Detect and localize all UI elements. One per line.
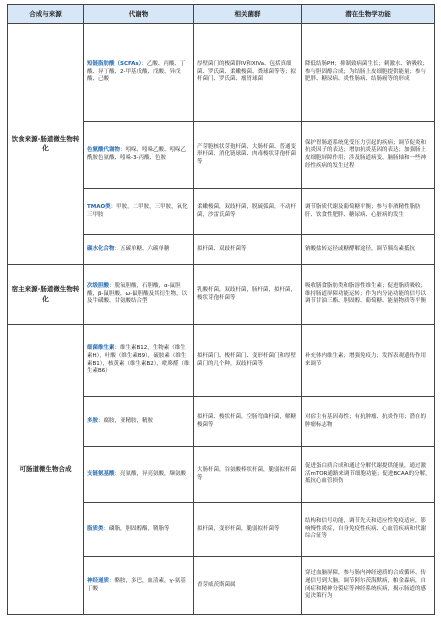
bacteria-cell: 柔嫩梭菌，双歧杆菌，脱硫弧菌，不动杆菌，沙雷氏菌等 (194, 189, 302, 235)
function-cell: 补充体内维生素；增强免疫力；发挥表观遗传作用来调节 (302, 325, 435, 397)
function-cell: 调节脂质代谢及葡萄糖平衡；参与非酒精性脂肪肝、饮食性肥胖、糖尿病、心脏病的发生 (302, 189, 435, 235)
metabolite-cell (84, 122, 194, 189)
bacteria-cell: 拟杆菌门、梭杆菌门、变形杆菌门和厚壁菌门的几个种，双歧杆菌等 (194, 325, 302, 397)
metabolite-name: 多胺 (87, 417, 99, 424)
category-cell: 饮食来源-肠道微生物转化 (8, 24, 84, 265)
bacteria-cell: 乳酸杆菌，双歧杆菌，肠杆菌，拟杆菌，梭状芽孢杆菌等 (194, 265, 302, 325)
table-row (8, 24, 435, 122)
metabolite-detail: ：亮氨酸，异亮氨酸，缬氨酸 (114, 470, 187, 477)
function-cell: 降低结肠PH；抑制致病菌生长；刺激水、钠吸收；参与胆固醇合成；为结肠上皮细胞提供能量；参与肥胖、糖尿病、炎性肠病、结肠癌等的形成 (302, 24, 435, 122)
bacteria-cell: 产芽胞核状芽孢杆菌、大肠杆菌、普通变形杆菌、消化链球菌、肉毒梭状芽孢杆菌等 (194, 122, 302, 189)
metabolite-cell (84, 265, 194, 325)
bacteria-cell: 香芽威茨斯菌属 (194, 557, 302, 615)
bacteria-cell: 拟杆菌，变形杆菌，脆弱拟杆菌等 (194, 503, 302, 557)
bacteria-cell: 拟杆菌、双歧杆菌等 (194, 235, 302, 265)
metabolite-name: 细菌维生素 (87, 345, 115, 352)
metabolite-cell (84, 24, 194, 122)
header-source: 合成与来源 (8, 5, 84, 24)
metabolite-detail: ：维生素B12，生物素（维生素H），叶酸（维生素B9），硫胺素（维生素B1），核黄素（维生素B2），吡哆醛（维生素B6） (87, 345, 190, 375)
metabolite-detail: ：磷脂，胆固醇酯，鞘脂等 (103, 525, 170, 532)
metabolite-cell (84, 397, 194, 447)
table-row (8, 265, 435, 325)
function-cell: 吸收膳食脂肪类和脂溶性维生素；促进脂质吸收；维持肠道屏障功能运转；作为内分泌功能的信号以调节甘油三酯、胆固醇、葡萄糖、能量物质等平衡 (302, 265, 435, 325)
table-row (8, 325, 435, 397)
function-cell: 结构和信号功能，调节先天和适应性免疫适应，影响慢性炎症，自身免疫性疾病、心血管疾病和代谢综合征等 (302, 503, 435, 557)
metabolite-detail: ：脱氧胆酸，石胆酸，α-鼠胆酸，β-鼠胆酸，ω-鼠胆酸及其衍生物，以及牛磺酸、甘氨酸结合型 (87, 283, 188, 305)
bacteria-cell: 厚壁菌门的梭菌群IV和XIVa、包括真细菌、罗氏菌、柔嫩梭菌、粪球菌等等；拟杆菌门、罗氏菌、瘤胃球菌 (194, 24, 302, 122)
metabolite-cell (84, 447, 194, 503)
metabolite-table (7, 4, 435, 615)
function-cell: 对宿主有基因毒性；有抗肿瘤、抗炎作用；潜在的肿瘤标志物 (302, 397, 435, 447)
metabolite-name: 色氨酸代谢物 (87, 147, 121, 154)
page (0, 4, 441, 626)
metabolite-cell (84, 325, 194, 397)
header-metabolite: 代谢物 (84, 5, 194, 24)
table-header-row (8, 5, 435, 24)
metabolite-cell (84, 503, 194, 557)
metabolite-name: 神经递质 (87, 577, 110, 584)
metabolite-detail: ：腐胺，亚精胺，精胺 (98, 417, 154, 424)
metabolite-cell (84, 235, 194, 265)
metabolite-cell (84, 557, 194, 615)
function-cell: 保护胃肠道系统免受压力引起的疾病；调节促炎和抗炎因子的表达；增加抗炎基因的表达；加强肠上皮细胞屏障作用；涉及肠道病变、脑肠轴和一些神经性疾病的发生过程 (302, 122, 435, 189)
metabolite-name: 碳水化合物 (87, 245, 115, 252)
metabolite-name: 脂质类 (87, 525, 104, 532)
metabolite-name: 短链脂肪酸（SCFAs） (87, 61, 142, 68)
metabolite-name: 支链氨基酸 (87, 470, 115, 477)
metabolite-name: 次级胆酸 (87, 283, 110, 290)
metabolite-detail: ：酪胺，多巴，血清素，γ-氨基丁酸 (87, 577, 186, 592)
bacteria-cell: 拟杆菌、梭状杆菌，空肠弯曲杆菌，解糖梭菌等 (194, 397, 302, 447)
header-function: 潜在生物学功能 (302, 5, 435, 24)
metabolite-detail: ：吲哚、吲哚乙酸、吲哚乙酰胺色氨酸、吲哚-3-丙酸、色胺 (87, 147, 187, 161)
function-cell: 穿过血脑屏障，参与肠内神经递质的合成循环、传递信号到大脑，调节阿尔茨海默病，帕金森病，自闭症和精神分裂症等神经系统疾病，揭示肠道的感觉决策行为 (302, 557, 435, 615)
bacteria-cell: 大肠杆菌，谷氨酸棒状杆菌，脆弱拟杆菌等 (194, 447, 302, 503)
metabolite-cell (84, 189, 194, 235)
category-cell: 可肠道微生物合成 (8, 325, 84, 615)
metabolite-detail: ：五碳单糖、六碳单糖 (114, 245, 170, 252)
metabolite-detail: ：乙酸、丙酸、丁酸、异丁酸、2-甲基戊酸、戊酸、异戊酸、己酸 (87, 61, 186, 83)
category-cell: 宿主来源-肠道微生物转化 (8, 265, 84, 325)
header-bacteria: 相关菌群 (194, 5, 302, 24)
function-cell: 促进蛋白质合成和通过分解代谢提供能量，通过激活mTOR通路来调节细胞功能；促进BCAA的分解，抵抗心血管损伤 (302, 447, 435, 503)
function-cell: 钠酸盐转运径或糖酵解途径，调节胰岛素抵抗 (302, 235, 435, 265)
metabolite-name: TMAO类 (87, 203, 111, 210)
metabolite-detail: ：甲胺，二甲胺，三甲胺，氧化三甲胺 (87, 203, 188, 218)
